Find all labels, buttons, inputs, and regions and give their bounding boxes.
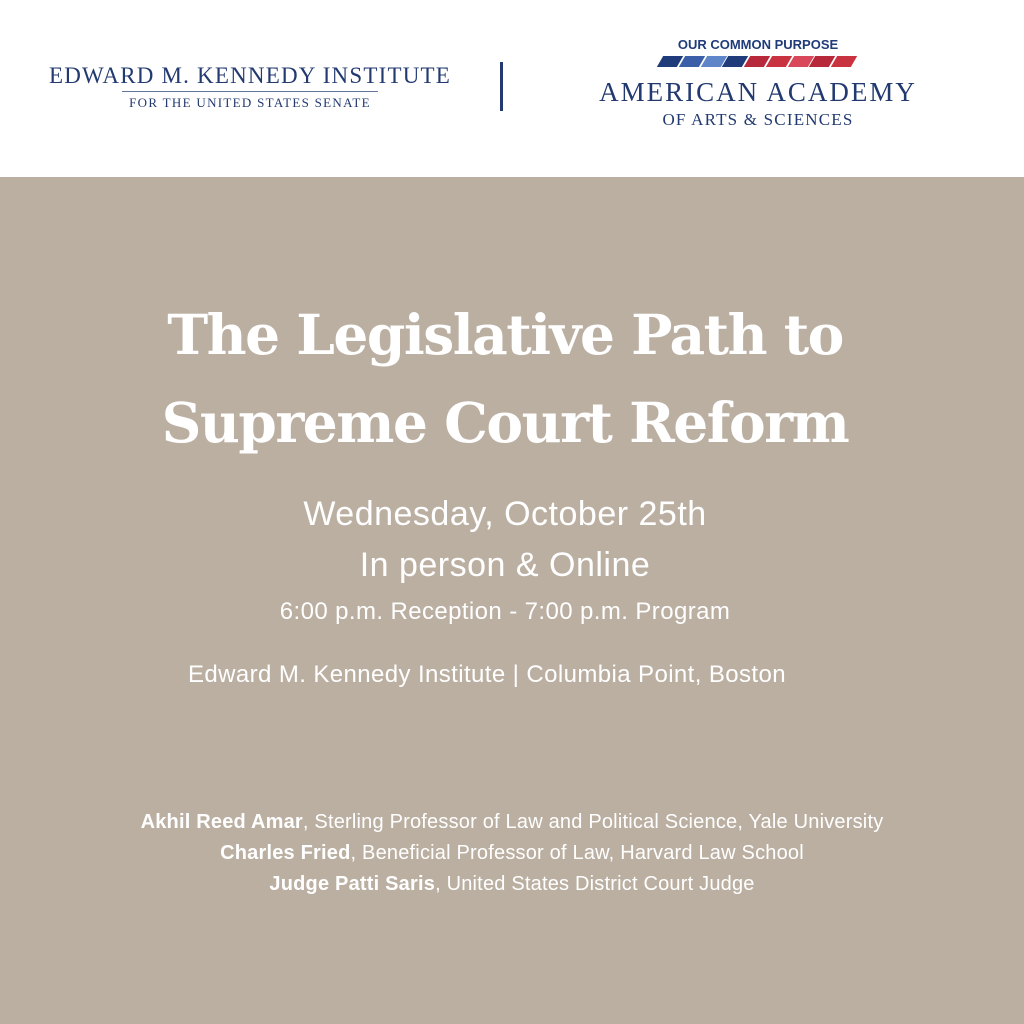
speaker-item <box>0 807 1024 838</box>
logo-divider <box>500 62 503 111</box>
speaker-item <box>0 869 1024 900</box>
emk-logo-subtitle: FOR THE UNITED STATES SENATE <box>129 95 371 110</box>
event-date: Wednesday, October 25th <box>303 495 707 533</box>
event-format: In person & Online <box>359 546 651 584</box>
event-panel <box>0 177 1024 1024</box>
event-title <box>0 291 1010 467</box>
speaker-role: , Sterling Professor of Law and Political Science, Yale University <box>302 811 884 833</box>
emk-logo-rule <box>122 91 378 92</box>
event-venue: Edward M. Kennedy Institute | Columbia Point, Boston <box>187 661 786 688</box>
speaker-name: Judge Patti Saris <box>269 873 436 895</box>
speaker-name: Charles Fried <box>220 842 351 864</box>
flag-stripes-icon <box>660 56 856 67</box>
header <box>0 0 1024 177</box>
speaker-item <box>0 838 1024 869</box>
aaas-logo-subtitle: OF ARTS & SCIENCES <box>662 110 854 129</box>
speaker-role: , Beneficial Professor of Law, Harvard Law School <box>350 842 804 864</box>
aaas-logo-title: AMERICAN ACADEMY <box>599 77 917 107</box>
event-title-line-2: Supreme Court Reform <box>161 390 849 455</box>
event-time: 6:00 p.m. Reception - 7:00 p.m. Program <box>279 598 731 625</box>
our-common-purpose-tagline: OUR COMMON PURPOSE <box>677 37 839 52</box>
emk-logo-title: EDWARD M. KENNEDY INSTITUTE <box>48 63 452 88</box>
speaker-list <box>0 807 1024 900</box>
event-title-line-1: The Legislative Path to <box>167 302 843 367</box>
emk-logo <box>36 62 464 111</box>
speaker-role: , United States District Court Judge <box>435 873 755 895</box>
aaas-logo <box>572 36 944 131</box>
flag-stripe <box>831 56 857 67</box>
speaker-name: Akhil Reed Amar <box>140 811 303 833</box>
